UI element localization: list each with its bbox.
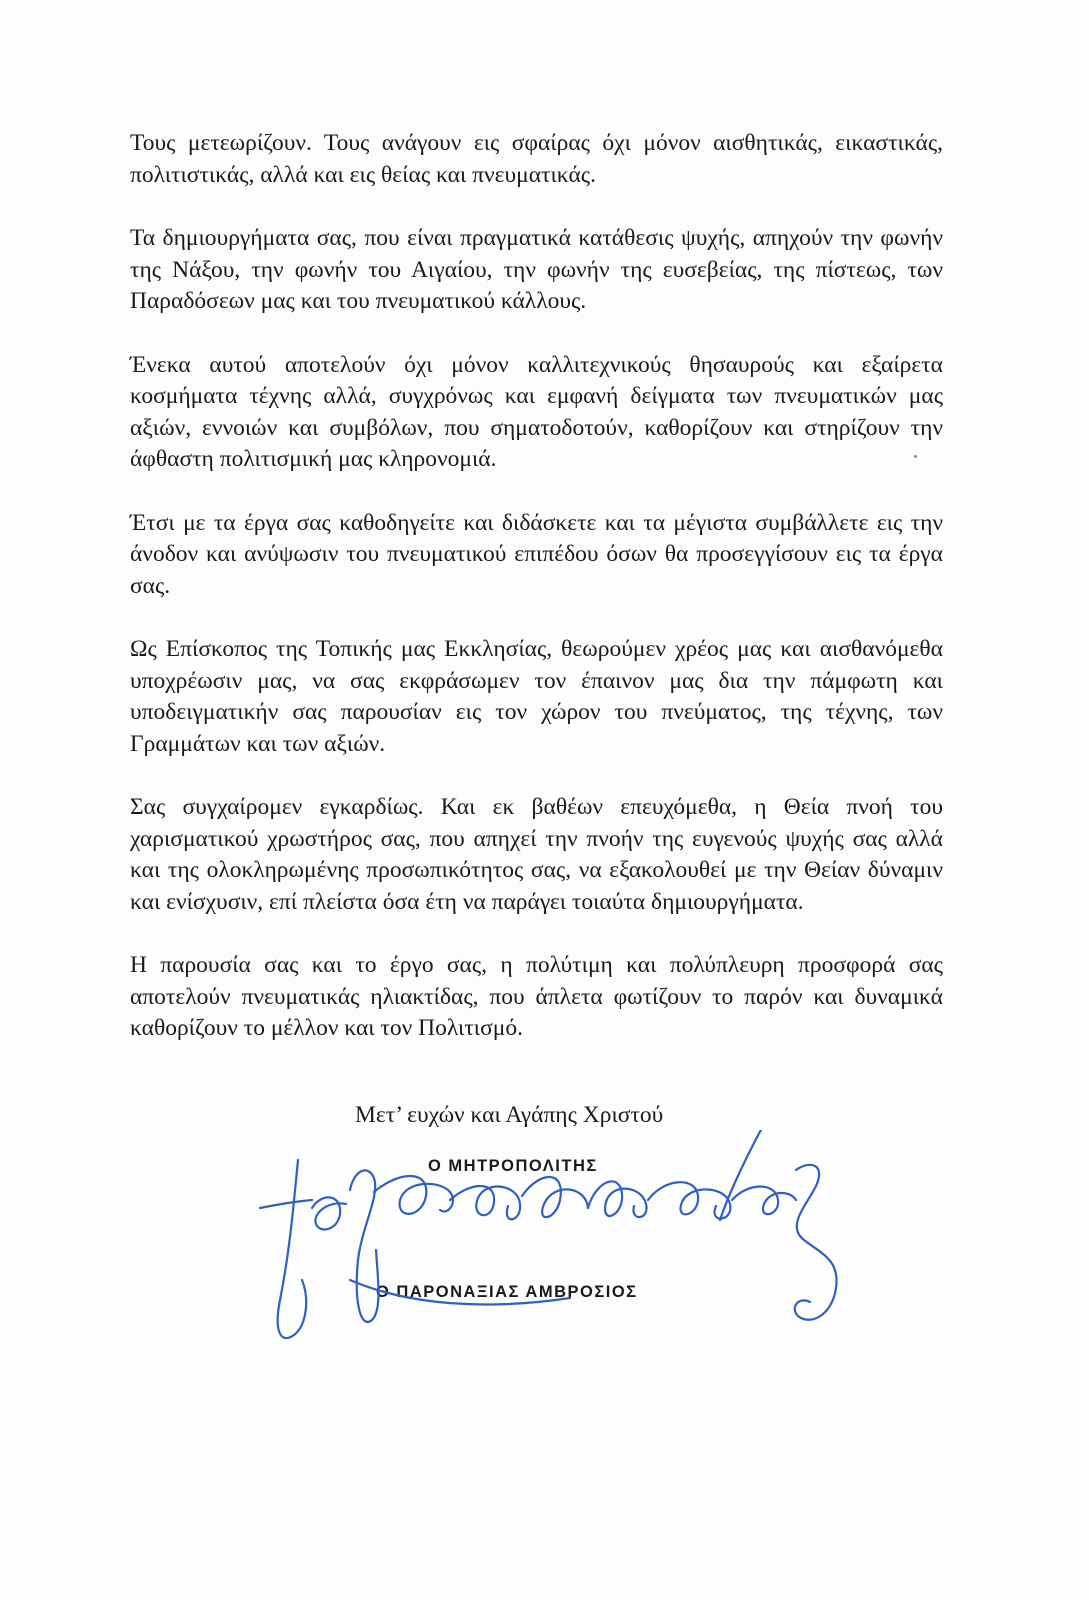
signature-cross-stroke: [278, 1160, 306, 1338]
signature-main-stroke: [588, 1181, 647, 1217]
signature-cross-stroke: [260, 1200, 312, 1208]
closing-salutation: Μετ’ ευχών και Αγάπης Χριστού: [355, 1102, 664, 1128]
signature-main-stroke: [522, 1177, 588, 1217]
paragraph-7: Η παρουσία σας και το έργο σας, η πολύτιμη και πολύπλευρη προσφορά σας αποτελούν πνευματικάς ηλιακτίδας, που άπλετα φωτίζουν το παρόν και δυναμικά καθορίζουν το μέλλον και τον Πολιτισμό.: [130, 952, 943, 1041]
scan-speck: [914, 455, 917, 458]
signature-main-stroke: [732, 1187, 796, 1215]
signature-main-stroke: [450, 1186, 520, 1219]
paragraph-2: Τα δημιουργήματα σας, που είναι πραγματικά κατάθεσις ψυχής, απηχούν την φωνήν της Νάξου, την φωνήν του Αιγαίου, την φωνήν της ευσεβείας, της πίστεως, των Παραδόσεων μας και του πνευματικού κάλλους.: [130, 225, 943, 314]
signature-ascender-stroke: [720, 1130, 762, 1220]
signatory-title: Ο ΜΗΤΡΟΠΟΛΙΤΗΣ: [428, 1157, 598, 1175]
paragraph-4: Έτσι με τα έργα σας καθοδηγείτε και διδάσκετε και τα μέγιστα συμβάλλετε εις την άνοδον και ανύψωσιν του πνευματικού επιπέδου όσων θα προσεγγίσουν εις τα έργα σας.: [130, 509, 943, 599]
signature-swash-stroke: [350, 1280, 570, 1304]
handwritten-signature: [250, 1130, 870, 1370]
paragraph-1: Τους μετεωρίζουν. Τους ανάγουν εις σφαίρας όχι μόνον αισθητικάς, εικαστικάς, πολιτιστικάς, αλλά και εις θείας και πνευματικάς.: [130, 130, 943, 188]
signature-main-stroke: [374, 1176, 453, 1214]
signature-main-stroke: [350, 1170, 379, 1322]
paragraph-5: Ως Επίσκοπος της Τοπικής μας Εκκλησίας, θεωρούμεν χρέος μας και αισθανόμεθα υποχρέωσιν μας, να σας εκφράσωμεν τον έπαινον μας δια την πάμφωτη και υποδειγματικήν σας παρουσίαν εις τον χώρον του πνεύματος, της τέχνης, των Γραμμάτων και των αξιών.: [130, 636, 943, 757]
signature-final-stroke: [795, 1165, 837, 1320]
signature-loop-stroke: [312, 1197, 346, 1229]
signature-main-stroke: [648, 1182, 730, 1218]
paragraph-3: Ένεκα αυτού αποτελούν όχι μόνον καλλιτεχνικούς θησαυρούς και εξαίρετα κοσμήματα τέχνης αλλά, συγχρόνως και εμφανή δείγματα των πνευματικών μας αξιών, εννοιών και συμβόλων, που σηματοδοτούν, καθορίζουν και στηρίζουν την άφθαστη πολιτισμική μας κληρονομιά.: [130, 351, 943, 472]
paragraph-6: Σας συγχαίρομεν εγκαρδίως. Και εκ βαθέων επευχόμεθα, η Θεία πνοή του χαρισματικού χρωστήρος σας, που απηχεί την πνοήν της ευγενούς ψυχής σας αλλά και της ολοκληρωμένης προσωπικότητος σας, να εξακολουθεί με την Θείαν δύναμιν και ενίσχυσιν, επί πλείστα όσα έτη να παράγει τοιαύτα δημιουργήματα.: [130, 794, 943, 915]
signatory-name: Ο ΠΑΡΟΝΑΞΙΑΣ ΑΜΒΡΟΣΙΟΣ: [376, 1283, 638, 1301]
letter-body: [130, 128, 943, 1077]
